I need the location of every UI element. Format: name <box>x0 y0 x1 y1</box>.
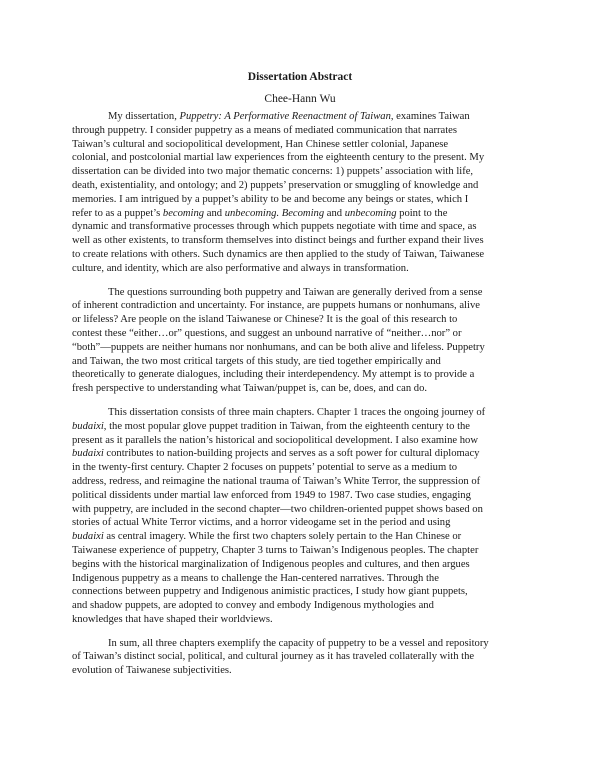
text-line <box>72 585 534 599</box>
text-segment: theoretically to generate dialogues, including their interdependency. My attempt is to provide a <box>72 369 475 381</box>
text-line <box>72 193 534 207</box>
text-line <box>72 355 534 369</box>
text-line <box>72 503 534 517</box>
text-segment: death, existentiality, and ontology; and 2) puppets’ preservation or smuggling of knowledge and <box>72 179 479 191</box>
text-segment: of Taiwan’s distinct social, political, and cultural journey as it has traveled collaterally with the <box>72 651 475 663</box>
text-line <box>72 599 534 613</box>
text-line <box>72 637 534 651</box>
text-segment: evolution of Taiwanese subjectivities. <box>72 665 232 677</box>
text-line <box>72 286 534 300</box>
abstract-paragraph <box>72 110 534 276</box>
italic-text: Puppetry: A Performative Reenactment of Taiwan <box>179 111 391 122</box>
text-segment: Taiwanese experience of puppetry, Chapter 3 turns to Taiwan’s Indigenous peoples. The chapter <box>72 544 479 556</box>
text-segment: and <box>204 207 225 219</box>
text-line <box>72 341 534 355</box>
abstract-paragraph <box>72 406 534 627</box>
text-segment: “both”—puppets are neither humans nor nonhumans, and can be both alive and lifeless. Puppetry <box>72 341 485 353</box>
text-line <box>72 558 534 572</box>
text-line <box>72 447 534 461</box>
text-line <box>72 110 534 124</box>
text-segment: Taiwan’s cultural and sociopolitical development, Han Chinese settler colonial, Japanese <box>72 138 449 150</box>
text-segment: present as it parallels the nation’s historical and sociopolitical development. I also examine how <box>72 434 478 446</box>
text-line <box>72 220 534 234</box>
text-segment: address, redress, and reimagine the national trauma of Taiwan’s White Terror, the suppression of <box>72 475 481 487</box>
text-segment: My dissertation, <box>108 111 180 122</box>
text-line <box>72 327 534 341</box>
italic-text: budaixi <box>72 448 104 460</box>
abstract-paragraph <box>72 637 534 678</box>
text-segment: stories of actual White Terror victims, and a horror videogame set in the period and using <box>72 517 451 529</box>
text-line <box>72 406 534 420</box>
text-segment: point to the <box>396 207 448 219</box>
text-line <box>72 664 534 678</box>
italic-text: becoming <box>162 207 205 219</box>
text-line <box>72 516 534 530</box>
text-segment: The questions surrounding both puppetry and Taiwan are generally derived from a sense <box>108 286 483 298</box>
text-segment: colonial, and postcolonial martial law experiences from the eighteenth century to the present. My <box>72 152 485 164</box>
text-segment: as central imagery. While the first two chapters solely pertain to the Han Chinese or <box>103 531 462 543</box>
text-line <box>72 124 534 138</box>
text-line <box>72 234 534 248</box>
text-line <box>72 248 534 262</box>
text-line <box>72 138 534 152</box>
text-segment: through puppetry. I consider puppetry as a means of mediated communication that narrates <box>72 124 457 136</box>
document-title: Dissertation Abstract <box>247 71 353 83</box>
text-segment: , examines Taiwan <box>390 111 470 122</box>
text-segment: and Taiwan, the two most critical targets of this study, are tied together empirically and <box>72 355 441 367</box>
text-line <box>72 613 534 627</box>
text-line <box>72 165 534 179</box>
text-segment: contributes to nation-building projects and serves as a soft power for cultural diplomacy <box>103 448 480 460</box>
text-segment: with puppetry, are included in the second chapter—two children-oriented puppet shows based on <box>72 503 483 515</box>
text-segment: refer to as a puppet’s <box>72 207 163 219</box>
text-segment: Indigenous puppetry as a means to challenge the Han-centered narratives. Through the <box>72 572 439 584</box>
text-line <box>72 151 534 165</box>
text-segment: knowledges that have shaped their worldviews. <box>72 613 273 625</box>
text-segment: contest these “either…or” questions, and suggest an unbound narrative of “neither…nor” or <box>72 327 462 339</box>
text-segment: fresh perspective to understanding what Taiwan/puppet is, can be, does, and can do. <box>72 383 428 395</box>
text-line <box>72 489 534 503</box>
text-segment: memories. I am intrigued by a puppet’s ability to be and become any beings or states, which I <box>72 193 469 205</box>
abstract-paragraph <box>72 286 534 396</box>
italic-text: budaixi <box>72 531 104 543</box>
text-line <box>72 475 534 489</box>
text-line <box>72 461 534 475</box>
text-segment: in the twenty-first century. Chapter 2 focuses on puppets’ potential to serve as a medium to <box>72 462 458 474</box>
abstract-body <box>72 110 534 688</box>
text-line <box>72 650 534 664</box>
text-segment: dynamic and transformative processes through which puppets negotiate with time and space, as <box>72 221 477 233</box>
text-line <box>72 572 534 586</box>
text-segment: dissertation can be divided into two major thematic concerns: 1) puppets’ association with life, <box>72 166 474 178</box>
text-line <box>72 382 534 396</box>
italic-text: unbecoming <box>344 207 397 219</box>
text-segment: of inherent contradiction and uncertainty. For instance, are puppets humans or nonhumans, alive <box>72 300 480 312</box>
text-segment: , the most popular glove puppet tradition in Taiwan, from the eighteenth century to the <box>103 420 471 432</box>
text-segment: begins with the historical marginalization of Indigenous peoples and cultures, and then argues <box>72 558 470 570</box>
text-segment: to create relations with others. Such dynamics are then applied to the study of Taiwan, Taiwanese <box>72 248 485 260</box>
text-line <box>72 179 534 193</box>
text-line <box>72 262 534 276</box>
author-name: Chee-Hann Wu <box>264 93 336 105</box>
text-line <box>72 530 534 544</box>
text-segment: In sum, all three chapters exemplify the capacity of puppetry to be a vessel and repository <box>108 637 489 649</box>
text-line <box>72 207 534 221</box>
text-segment: culture, and identity, which are also performative and always in transformation. <box>72 262 409 274</box>
text-segment: This dissertation consists of three main chapters. Chapter 1 traces the ongoing journey of <box>108 406 486 418</box>
text-line <box>72 299 534 313</box>
text-line <box>72 420 534 434</box>
text-line <box>72 544 534 558</box>
text-line <box>72 313 534 327</box>
text-segment: and shadow puppets, are adopted to convey and embody Indigenous mythologies and <box>72 600 434 612</box>
text-line <box>72 434 534 448</box>
text-segment: or lifeless? Are people on the island Taiwanese or Chinese? It is the goal of this research to <box>72 314 458 326</box>
text-segment: connections between puppetry and Indigenous animistic practices, I study how giant puppets, <box>72 586 468 598</box>
text-segment: and <box>324 207 345 219</box>
text-segment: political dissidents under martial law enforced from 1949 to 1987. Two case studies, engaging <box>72 489 471 501</box>
text-line <box>72 368 534 382</box>
text-segment: well as other existents, to transform themselves into distinct beings and further expand their lives <box>72 235 484 247</box>
italic-text: unbecoming. Becoming <box>224 207 325 219</box>
italic-text: budaixi <box>72 420 104 432</box>
